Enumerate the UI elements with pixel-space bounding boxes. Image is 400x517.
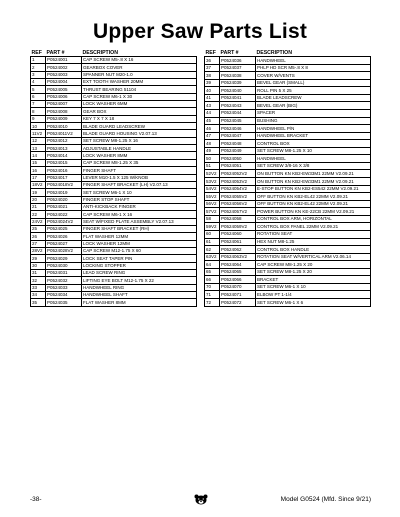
ref-cell: 59V2 (205, 223, 220, 231)
part-number-cell: P0524030 (46, 262, 82, 269)
ref-cell: 30 (31, 262, 46, 269)
part-number-cell: P0524033 (46, 284, 82, 291)
part-number-cell: P0524066 (220, 276, 256, 284)
ref-cell: 38 (205, 72, 220, 80)
ref-cell: 70 (205, 283, 220, 291)
part-number-cell: P0524038 (220, 72, 256, 80)
table-row (31, 93, 197, 100)
part-number-cell: P0524049 (220, 147, 256, 155)
description-cell: ROTATION SEAT W/VERTICAL ARM V2.06.14 (256, 253, 371, 261)
description-cell: SET SCREW M8-1.25 X 20 (256, 268, 371, 276)
part-number-cell: P0524058 (220, 215, 256, 223)
ref-cell: 52V2 (205, 170, 220, 178)
description-cell: BLADE GUARD LEADSCREW (82, 123, 197, 130)
description-cell: HANDWHEEL BRACKET (256, 132, 371, 140)
ref-cell: 2 (31, 64, 46, 71)
ref-cell: 3 (31, 71, 46, 78)
table-row (31, 262, 197, 269)
ref-cell: 54V2 (205, 185, 220, 193)
table-row (31, 284, 197, 291)
ref-cell: 47 (205, 132, 220, 140)
description-cell: CAP SCREW M6-1 X 16 (82, 211, 197, 218)
part-number-cell: P0524008 (46, 108, 82, 115)
part-number-cell: P0524007 (46, 101, 82, 108)
table-row (205, 193, 371, 201)
description-cell: HANDWHEEL (256, 155, 371, 163)
ref-cell: 34 (31, 292, 46, 299)
description-cell: ON BUTTON KN KB2-EW33M1 22MM V2.09.21 (256, 178, 371, 186)
ref-cell: 27 (31, 240, 46, 247)
description-cell: SET SCREW M6-1 X 6 (256, 299, 371, 307)
part-number-cell: P0524063V2 (220, 253, 256, 261)
ref-cell: 36 (205, 57, 220, 65)
description-cell: SET SCREW 3/8-16 X 3/8 (256, 162, 371, 170)
table-row (205, 238, 371, 246)
ref-cell: 14 (31, 152, 46, 159)
description-cell: LOCK WASHER 12MM (82, 240, 197, 247)
part-number-cell: P0524071 (220, 291, 256, 299)
ref-cell: 48 (205, 140, 220, 148)
ref-cell: 19 (31, 189, 46, 196)
part-number-cell: P0524062 (220, 246, 256, 254)
description-cell: CAP SCREW M6-1 X 30 (82, 93, 197, 100)
part-number-cell: P0524052V2 (220, 170, 256, 178)
table-row (31, 79, 197, 86)
table-row (205, 268, 371, 276)
table-row (31, 108, 197, 115)
part-number-cell: P0524032 (46, 277, 82, 284)
description-cell: CONTROL BOX ARM, HORIZONTAL (256, 215, 371, 223)
part-number-cell: P0524070 (220, 283, 256, 291)
description-cell: THRUST BEARING 51104 (82, 86, 197, 93)
table-row (31, 189, 197, 196)
description-cell: ROTATION SEAT (256, 230, 371, 238)
description-cell: FINGER STOP SHAFT (82, 196, 197, 203)
description-cell: HEX NUT M8-1.25 (256, 238, 371, 246)
part-number-cell: P0524050 (220, 155, 256, 163)
ref-cell: 51 (205, 162, 220, 170)
description-cell: HANDWHEEL RING (82, 284, 197, 291)
ref-cell: 7 (31, 101, 46, 108)
description-cell: GEAR BOX (82, 108, 197, 115)
ref-cell: 29 (31, 255, 46, 262)
table-row (205, 57, 371, 65)
description-cell: OFF BUTTON KN KB2-EL42 22MM V2.09.21 (256, 200, 371, 208)
description-cell: SPACER (256, 109, 371, 117)
ref-cell: 63V2 (205, 253, 220, 261)
description-cell: SET SCREW M8-1.25 X 16 (82, 137, 197, 144)
part-number-cell: P0524054V2 (220, 185, 256, 193)
description-cell: LOCK WASHER 8MM (82, 152, 197, 159)
ref-cell: 18V2 (31, 181, 46, 188)
table-row (31, 159, 197, 166)
description-cell: HANDWHEEL P/N (256, 125, 371, 133)
ref-cell: 49 (205, 147, 220, 155)
model-label: Model G0524 (Mfd. Since 9/21) (280, 496, 371, 503)
table-row (31, 152, 197, 159)
ref-cell: 46 (205, 125, 220, 133)
table-row (31, 174, 197, 181)
table-row (31, 130, 197, 137)
part-number-cell: P0524001 (46, 57, 82, 64)
ref-cell: 71 (205, 291, 220, 299)
description-cell: PHLP HD SCR M5-.8 X 8 (256, 64, 371, 72)
part-number-cell: P0524020 (46, 196, 82, 203)
table-row (31, 240, 197, 247)
part-number-cell: P0524047 (220, 132, 256, 140)
part-number-cell: P0524048 (220, 140, 256, 148)
parts-tables (30, 46, 371, 307)
ref-cell: 22 (31, 211, 46, 218)
description-cell: CONTROL BOX PANEL 22MM V2.09.21 (256, 223, 371, 231)
part-number-cell: P0524035 (46, 299, 82, 306)
ref-cell: 33 (31, 284, 46, 291)
ref-cell: 44 (205, 109, 220, 117)
description-cell: BUSHING (256, 117, 371, 125)
part-number-cell: P0524024V2 (46, 218, 82, 225)
table-row (205, 215, 371, 223)
table-row (205, 79, 371, 87)
ref-cell: 10 (31, 123, 46, 130)
part-number-cell: P0524064 (220, 261, 256, 269)
description-cell: EXT TOOTH WASHER 20MM (82, 79, 197, 86)
table-row (31, 218, 197, 225)
table-row (205, 87, 371, 95)
part-number-cell: P0524017 (46, 174, 82, 181)
ref-cell: 56V2 (205, 200, 220, 208)
description-cell: BEVEL GEAR (BIG) (256, 102, 371, 110)
table-header-row (205, 46, 371, 57)
description-cell: SET SCREW M6-1 X 10 (256, 283, 371, 291)
part-number-cell: P0524031 (46, 269, 82, 276)
table-row (205, 125, 371, 133)
description-cell: CAP SCREW M8-1.25 X 35 (82, 159, 197, 166)
table-row (31, 181, 197, 188)
description-cell: FLAT WASHER 12MM (82, 233, 197, 240)
part-header: PART # (220, 50, 239, 56)
part-number-cell: P0524034 (46, 292, 82, 299)
ref-cell: 25 (31, 225, 46, 232)
description-cell: LIFTING EYE BOLT M12-1.75 X 22 (82, 277, 197, 284)
table-row (205, 102, 371, 110)
part-number-cell: P0524055V2 (220, 193, 256, 201)
table-row (31, 211, 197, 218)
description-cell: LOCK SEAT TAPER PIN (82, 255, 197, 262)
part-number-cell: P0524036 (220, 57, 256, 65)
parts-table-left-body (31, 57, 197, 307)
ref-header: REF (31, 50, 42, 56)
table-row (205, 223, 371, 231)
table-row (31, 64, 197, 71)
ref-cell: 72 (205, 299, 220, 307)
table-row (31, 167, 197, 174)
table-row (31, 101, 197, 108)
part-number-cell: P0524053V2 (220, 178, 256, 186)
description-cell: E-STOP BUTTON KN KB2-ES542 22MM V2.09.21 (256, 185, 371, 193)
ref-cell: 32 (31, 277, 46, 284)
table-row (31, 225, 197, 232)
ref-cell: 37 (205, 64, 220, 72)
table-row (205, 208, 371, 216)
description-cell: BRACKET (256, 276, 371, 284)
table-row (31, 299, 197, 306)
description-cell: KEY 7 X 7 X 18 (82, 115, 197, 122)
description-cell: FINGER SHAFT (82, 167, 197, 174)
table-row (205, 140, 371, 148)
ref-cell: 21 (31, 203, 46, 210)
ref-cell: 24V2 (31, 218, 46, 225)
part-number-cell: P0524005 (46, 86, 82, 93)
table-row (31, 86, 197, 93)
description-header: DESCRIPTION (256, 50, 292, 56)
ref-cell: 53V2 (205, 178, 220, 186)
description-cell: ADJUSTABLE HANDLE (82, 145, 197, 152)
ref-cell: 58 (205, 215, 220, 223)
part-number-cell: P0524039 (220, 79, 256, 87)
ref-cell: 39 (205, 79, 220, 87)
table-row (31, 269, 197, 276)
part-number-cell: P0524013 (46, 145, 82, 152)
part-number-cell: P0524056V2 (220, 200, 256, 208)
ref-cell: 66 (205, 276, 220, 284)
table-row (31, 233, 197, 240)
table-row (31, 196, 197, 203)
part-number-cell: P0524065 (220, 268, 256, 276)
table-row (31, 71, 197, 78)
description-cell: CAP SCREW M12-1.75 X 60 (82, 247, 197, 254)
ref-cell: 35 (31, 299, 46, 306)
part-number-cell: P0524072 (220, 299, 256, 307)
part-number-cell: P0524019 (46, 189, 82, 196)
part-number-cell: P0524057V2 (220, 208, 256, 216)
part-number-cell: P0524014 (46, 152, 82, 159)
description-header: DESCRIPTION (82, 50, 118, 56)
ref-cell: 28V2 (31, 247, 46, 254)
description-cell: CAP SCREW M8-1.25 X 20 (256, 261, 371, 269)
table-row (205, 200, 371, 208)
table-row (31, 145, 197, 152)
part-number-cell: P0524006 (46, 93, 82, 100)
ref-cell: 61 (205, 238, 220, 246)
table-row (205, 230, 371, 238)
ref-cell: 9 (31, 115, 46, 122)
part-number-cell: P0524016 (46, 167, 82, 174)
ref-cell: 65 (205, 268, 220, 276)
part-number-cell: P0524044 (220, 109, 256, 117)
table-row (31, 123, 197, 130)
ref-cell: 12 (31, 137, 46, 144)
description-cell: LEAD SCREW RING (82, 269, 197, 276)
part-number-cell: P0524002 (46, 64, 82, 71)
description-cell: SEAT W/FIXED PLATE ASSEMBLY V2.07.13 (82, 218, 197, 225)
ref-cell: 45 (205, 117, 220, 125)
table-row (31, 292, 197, 299)
part-number-cell: P0524046 (220, 125, 256, 133)
ref-cell: 1 (31, 57, 46, 64)
table-row (205, 72, 371, 80)
table-row (205, 64, 371, 72)
description-cell: CAP SCREW M5-.8 X 16 (82, 57, 197, 64)
part-number-cell: P0524051 (220, 162, 256, 170)
table-row (205, 185, 371, 193)
ref-cell: 62 (205, 246, 220, 254)
ref-cell: 41 (205, 94, 220, 102)
parts-table-left (30, 46, 197, 307)
description-cell: LOCKING STOPPER (82, 262, 197, 269)
ref-cell: 4 (31, 79, 46, 86)
ref-cell: 40 (205, 87, 220, 95)
table-row (205, 155, 371, 163)
table-row (205, 261, 371, 269)
part-number-cell: P0524004 (46, 79, 82, 86)
description-cell: OFF BUTTON KN KB2-EL42 22MM V2.09.21 (256, 193, 371, 201)
table-row (31, 277, 197, 284)
table-row (205, 253, 371, 261)
table-header-row (31, 46, 197, 57)
part-number-cell: P0524060 (220, 230, 256, 238)
table-row (205, 283, 371, 291)
part-number-cell: P0524022 (46, 211, 82, 218)
description-cell: HANDWHEEL SHAFT (82, 292, 197, 299)
part-number-cell: P0524010 (46, 123, 82, 130)
description-cell: ELBOW PT 1-1/4 (256, 291, 371, 299)
description-cell: BLADE GUARD HOUSING V2.07.13 (82, 130, 197, 137)
description-cell: BEVEL GEAR (SMALL) (256, 79, 371, 87)
ref-cell: 31 (31, 269, 46, 276)
part-number-cell: P0524061 (220, 238, 256, 246)
ref-cell: 16 (31, 167, 46, 174)
description-cell: ANTI-KICKBACK FINGER (82, 203, 197, 210)
part-number-cell: P0524003 (46, 71, 82, 78)
part-number-cell: P0524011V2 (46, 130, 82, 137)
table-row (205, 276, 371, 284)
part-number-cell: P0524015 (46, 159, 82, 166)
description-cell: COVER W/VENTS (256, 72, 371, 80)
table-row (31, 115, 197, 122)
ref-cell: 64 (205, 261, 220, 269)
table-row (205, 299, 371, 307)
table-row (31, 203, 197, 210)
table-row (205, 170, 371, 178)
description-cell: POWER BUTTON KN KE-22CB 22MM V2.09.21 (256, 208, 371, 216)
part-number-cell: P0524040 (220, 87, 256, 95)
table-row (31, 57, 197, 64)
part-number-cell: P0524025 (46, 225, 82, 232)
table-row (205, 291, 371, 299)
part-number-cell: P0524027 (46, 240, 82, 247)
ref-cell: 43 (205, 102, 220, 110)
parts-table-right (204, 46, 371, 307)
description-cell: CONTROL BOX HANDLE (256, 246, 371, 254)
part-number-cell: P0524043 (220, 102, 256, 110)
description-cell: ON BUTTON KN KB2-EW33M1 22MM V2.09.21 (256, 170, 371, 178)
part-number-cell: P0524037 (220, 64, 256, 72)
ref-cell: 55V2 (205, 193, 220, 201)
table-row (205, 246, 371, 254)
part-header: PART # (46, 50, 65, 56)
table-row (205, 117, 371, 125)
table-row (205, 162, 371, 170)
part-number-cell: P0524041 (220, 94, 256, 102)
description-cell: SPANNER NUT M20-1.0 (82, 71, 197, 78)
part-number-cell: P0524012 (46, 137, 82, 144)
ref-cell: 13 (31, 145, 46, 152)
page-title: Upper Saw Parts List (92, 20, 308, 43)
description-cell: BLADE LEADSCREW (256, 94, 371, 102)
parts-table-right-body (205, 57, 371, 307)
part-number-cell: P0524029 (46, 255, 82, 262)
table-row (31, 255, 197, 262)
ref-cell: 20 (31, 196, 46, 203)
part-number-cell: P0524018V2 (46, 181, 82, 188)
ref-cell: 5 (31, 86, 46, 93)
ref-cell: 11V2 (31, 130, 46, 137)
table-row (205, 178, 371, 186)
table-row (205, 132, 371, 140)
ref-cell: 15 (31, 159, 46, 166)
part-number-cell: P0524026 (46, 233, 82, 240)
page-footer (30, 494, 371, 508)
description-cell: HANDWHEEL (256, 57, 371, 65)
part-number-cell: P0524021 (46, 203, 82, 210)
ref-cell: 57V2 (205, 208, 220, 216)
bear-logo-icon (194, 494, 208, 505)
part-number-cell: P0524009 (46, 115, 82, 122)
table-row (31, 137, 197, 144)
description-cell: FLAT WASHER 8MM (82, 299, 197, 306)
description-cell: FINGER SHAFT BRACKET (LH) V2.07.13 (82, 181, 197, 188)
description-cell: FINGER SHAFT BRACKET (RH) (82, 225, 197, 232)
ref-cell: 17 (31, 174, 46, 181)
ref-cell: 50 (205, 155, 220, 163)
description-cell: LOCK WASHER 6MM (82, 101, 197, 108)
part-number-cell: P0524059V2 (220, 223, 256, 231)
part-number-cell: P0524045 (220, 117, 256, 125)
ref-header: REF (205, 50, 216, 56)
ref-cell: 6 (31, 93, 46, 100)
description-cell: GEARBOX COVER (82, 64, 197, 71)
page-number: -38- (30, 496, 42, 503)
description-cell: LEVER M10-1.5 X 125 W/KNOB (82, 174, 197, 181)
ref-cell: 8 (31, 108, 46, 115)
ref-cell: 26 (31, 233, 46, 240)
description-cell: ROLL PIN 5 X 25 (256, 87, 371, 95)
description-cell: SET SCREW M6-1 X 10 (82, 189, 197, 196)
table-row (31, 247, 197, 254)
description-cell: CONTROL BOX (256, 140, 371, 148)
part-number-cell: P0524028V2 (46, 247, 82, 254)
description-cell: SET SCREW M8-1.25 X 10 (256, 147, 371, 155)
table-row (205, 147, 371, 155)
ref-cell: 60 (205, 230, 220, 238)
table-row (205, 109, 371, 117)
table-row (205, 94, 371, 102)
